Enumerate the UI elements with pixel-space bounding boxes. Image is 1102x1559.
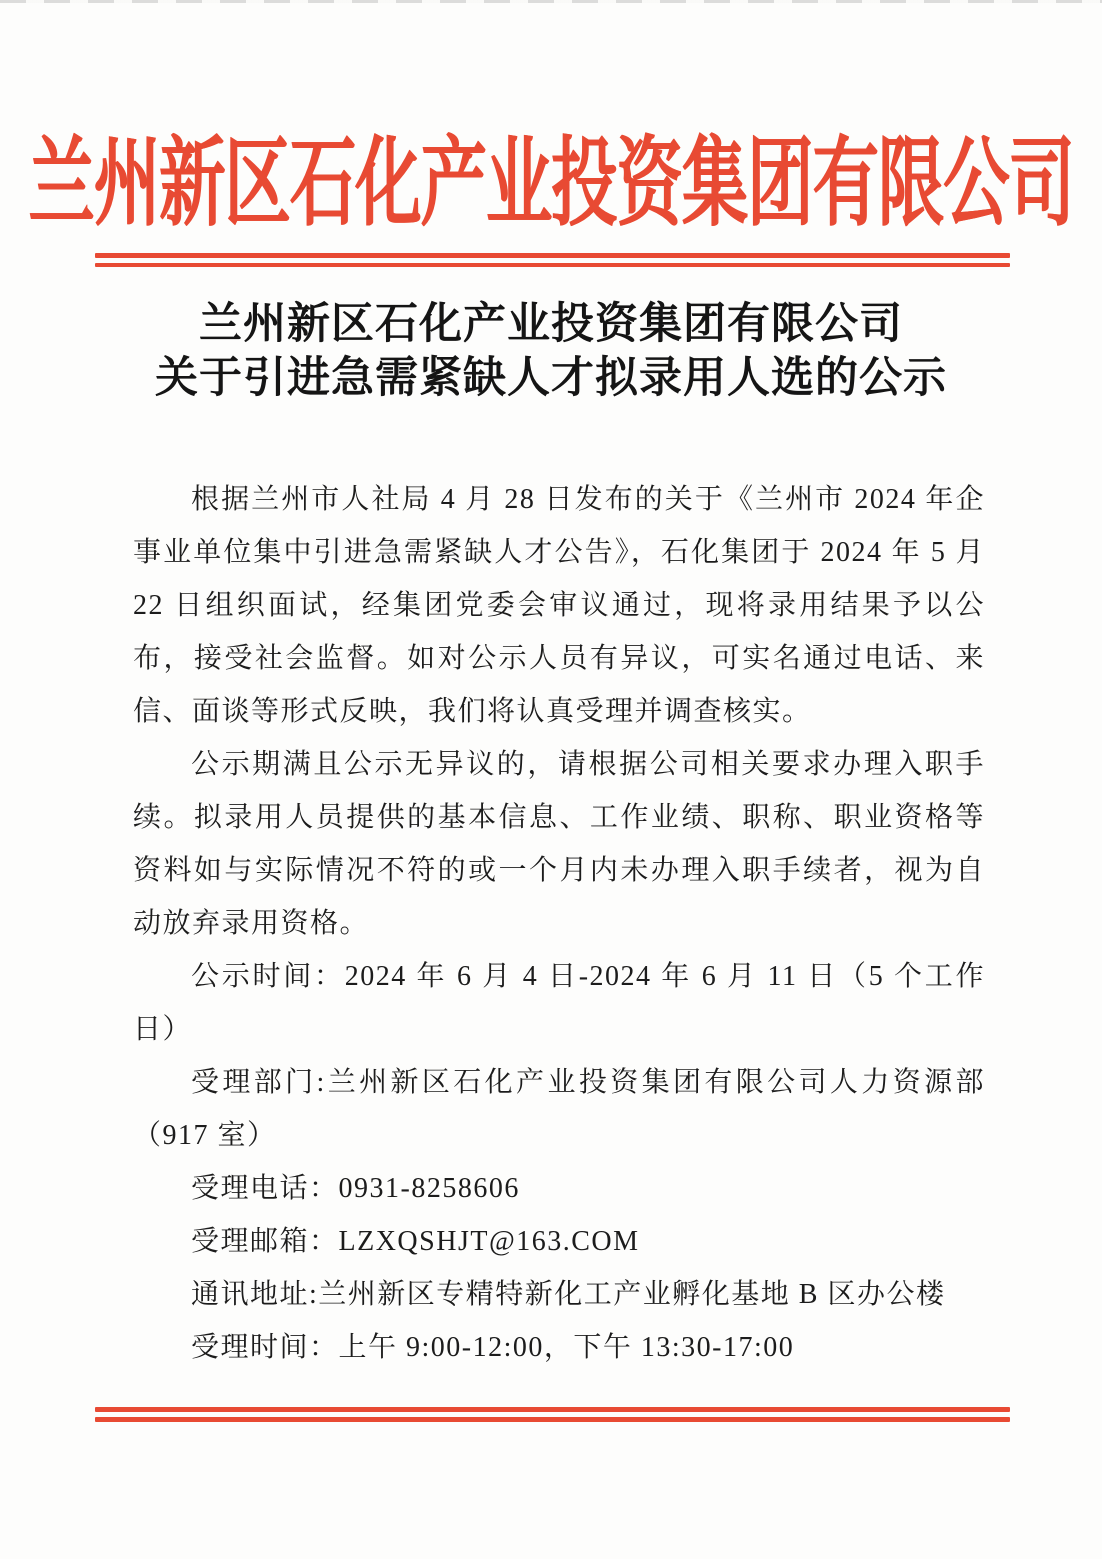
document-title bbox=[0, 298, 1102, 406]
paragraph-onboarding-requirements: 公示期满且公示无异议的，请根据公司相关要求办理入职手续。拟录用人员提供的基本信息、工作业绩、职称、职业资格等资料如与实际情况不符的或一个月内未办理入职手续者，视为自动放弃录用资格。 bbox=[133, 749, 985, 939]
footer-divider-line-top bbox=[95, 1407, 1010, 1412]
letterhead-divider bbox=[95, 253, 1010, 267]
document-title-line1: 兰州新区石化产业投资集团有限公司 bbox=[199, 301, 903, 348]
scan-artifact-top-edge bbox=[0, 0, 1102, 3]
letterhead-company-name: 兰州新区石化产业投资集团有限公司 bbox=[28, 131, 1074, 239]
paragraph-office-hours: 受理时间：上午 9:00-12:00，下午 13:30-17:00 bbox=[191, 1332, 795, 1363]
document-body bbox=[133, 473, 985, 1374]
letterhead-divider-line-bottom bbox=[95, 263, 1010, 267]
paragraph-accepting-department: 受理部门:兰州新区石化产业投资集团有限公司人力资源部（917 室） bbox=[133, 1067, 985, 1151]
letterhead bbox=[0, 131, 1102, 239]
paragraph-publicity-period: 公示时间：2024 年 6 月 4 日-2024 年 6 月 11 日（5 个工作日） bbox=[133, 961, 985, 1045]
paragraph-contact-email: 受理邮箱：LZXQSHJT@163.COM bbox=[191, 1226, 640, 1257]
paragraph-mailing-address: 通讯地址:兰州新区专精特新化工产业孵化基地 B 区办公楼 bbox=[191, 1279, 946, 1310]
document-title-line2: 关于引进急需紧缺人才拟录用人选的公示 bbox=[155, 355, 947, 402]
paragraph-contact-phone: 受理电话：0931-8258606 bbox=[191, 1173, 520, 1204]
paragraph-intro: 根据兰州市人社局 4 月 28 日发布的关于《兰州市 2024 年企事业单位集中引进急需紧缺人才公告》，石化集团于 2024 年 5 月 22 日组织面试，经集团党委会审议通过，现将录用结果予以公布，接受社会监督。如对公示人员有异议，可实名通过电话、来信、面谈等形式反映，我们将认真受理并调查核实。 bbox=[133, 484, 985, 727]
footer-divider-line-bottom bbox=[95, 1417, 1010, 1422]
footer-divider bbox=[95, 1407, 1010, 1422]
letterhead-divider-line-top bbox=[95, 253, 1010, 258]
